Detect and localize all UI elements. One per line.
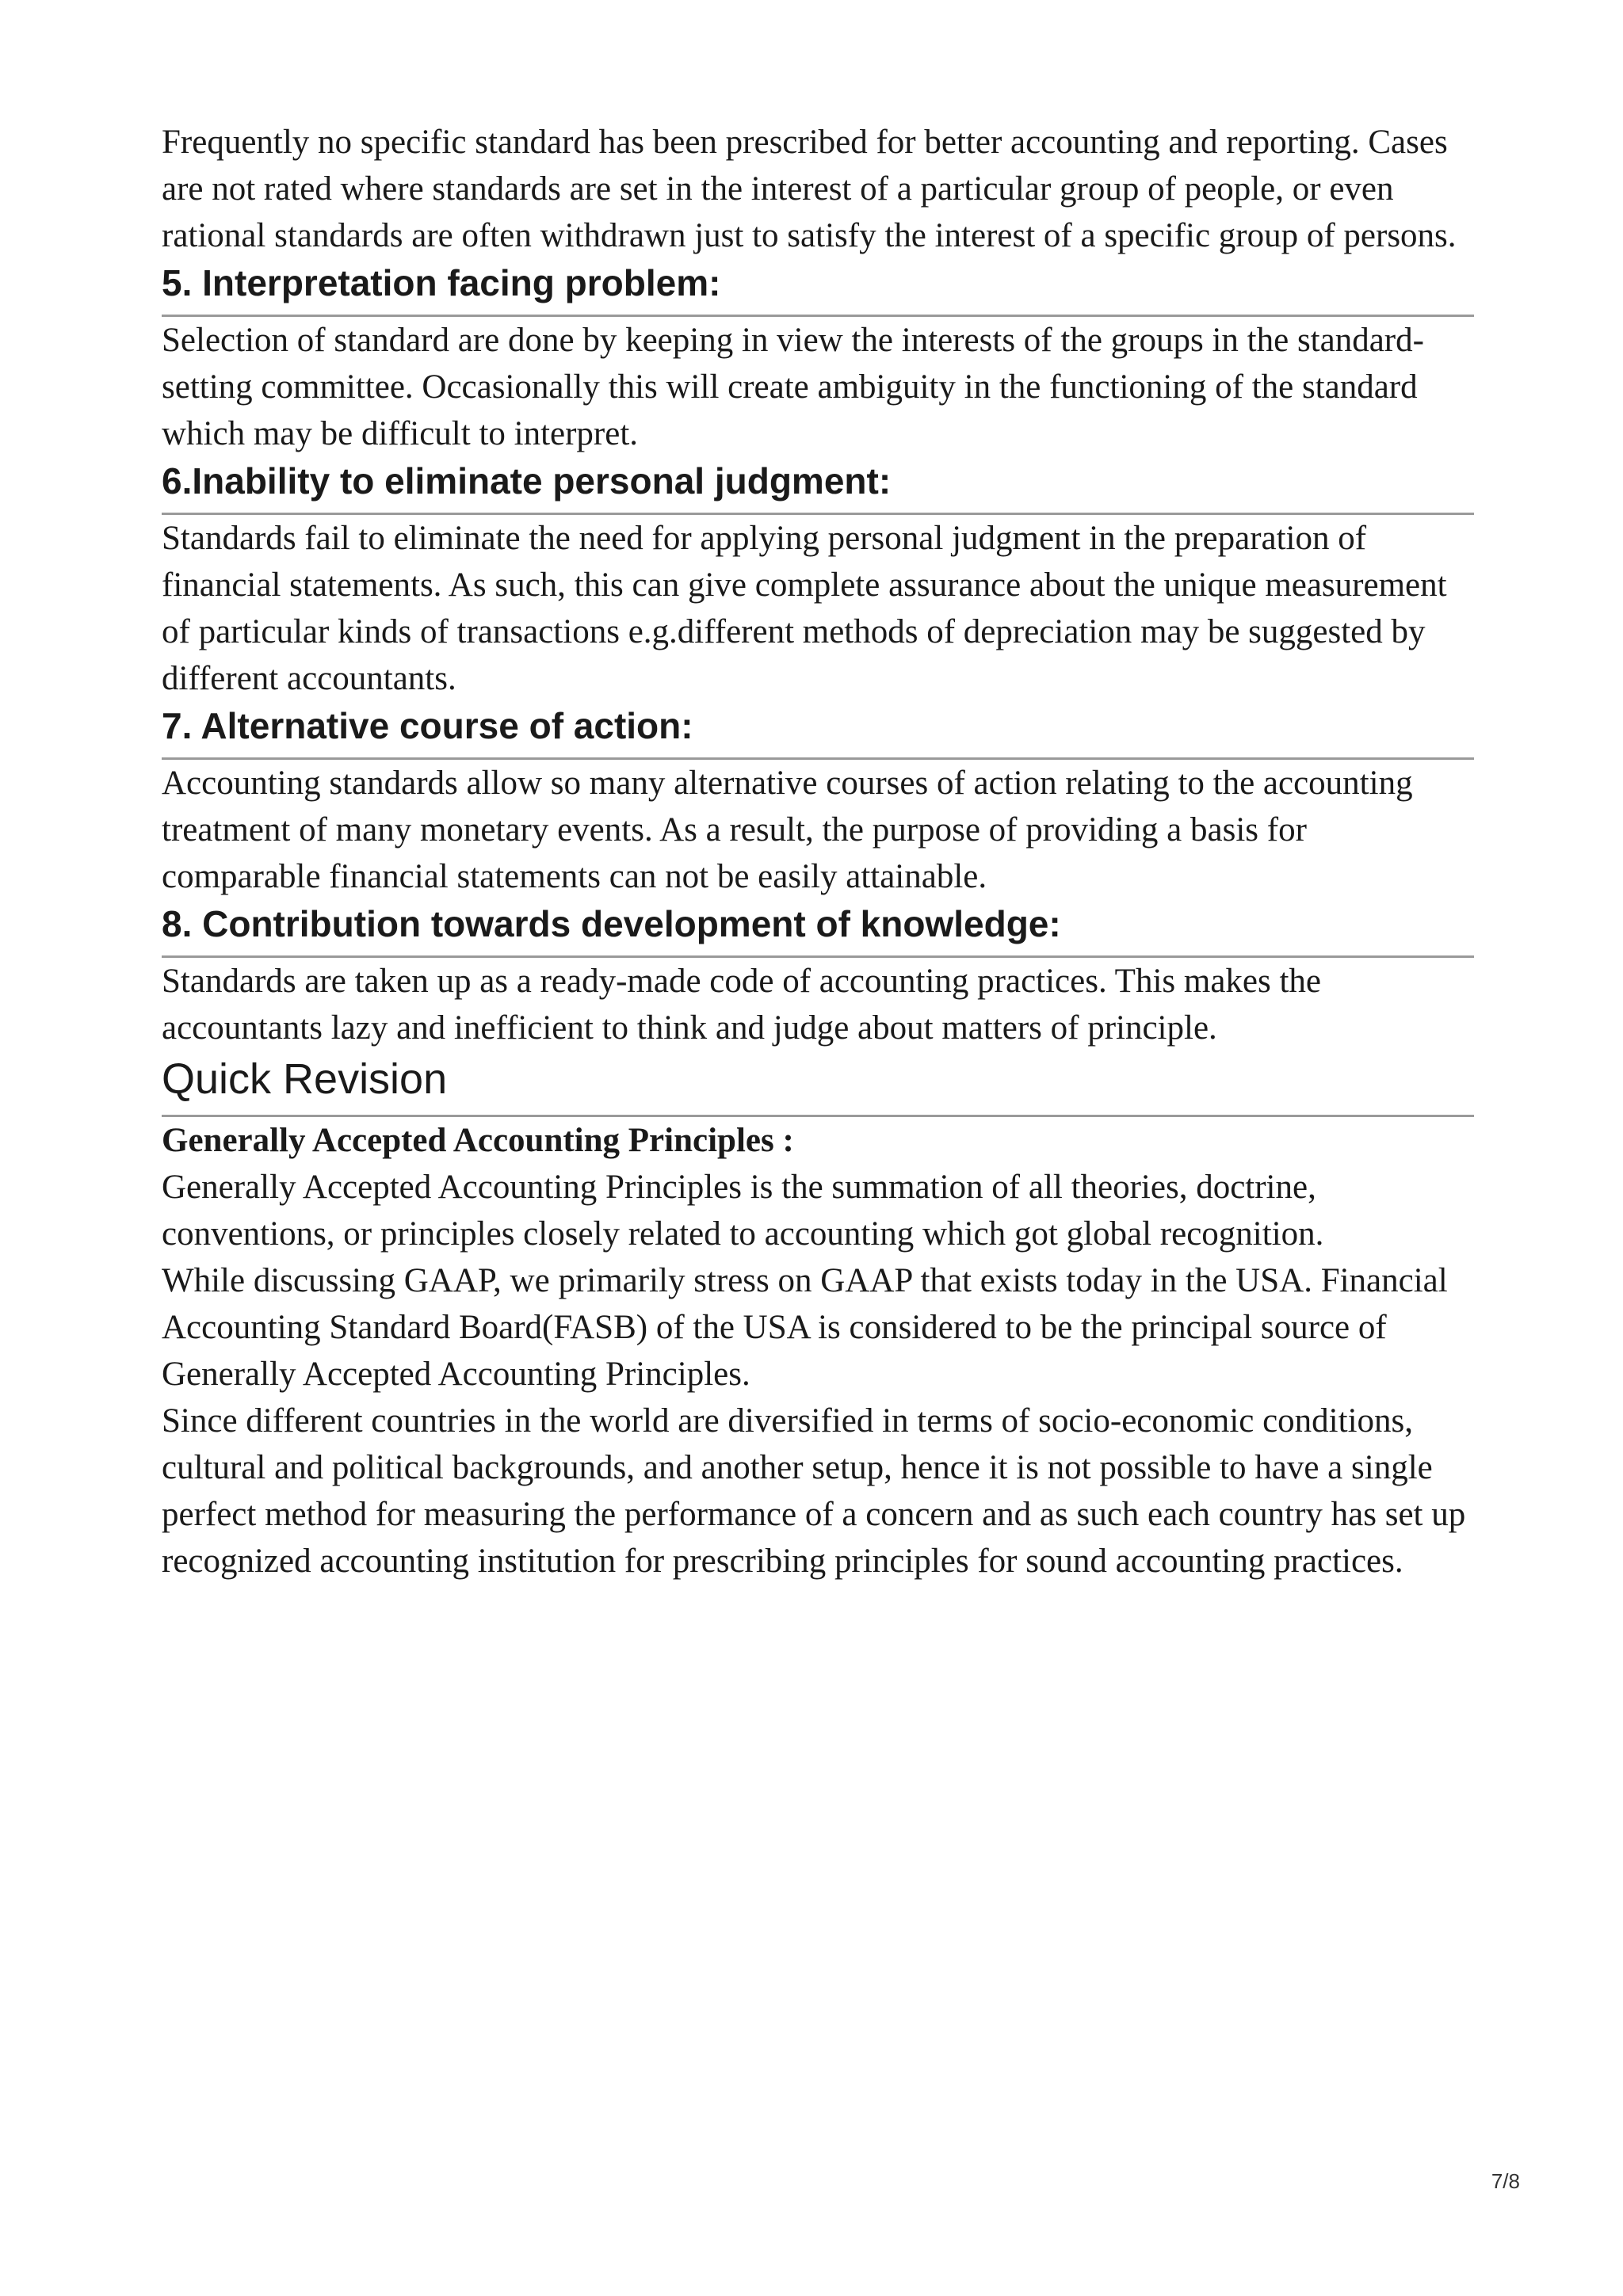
quick-revision-heading: Quick Revision <box>162 1051 1474 1117</box>
page-number: 7/8 <box>1491 2169 1520 2193</box>
section-heading-6: 6.Inability to eliminate personal judgment: <box>162 457 1474 515</box>
gaap-paragraph-1: Generally Accepted Accounting Principles is the summation of all theories, doctrine, conventions, or principles closely related to accounting which got global recognition. <box>162 1169 1324 1253</box>
section-heading-5: 5. Interpretation facing problem: <box>162 259 1474 317</box>
gaap-paragraph-2: While discussing GAAP, we primarily stress on GAAP that exists today in the USA. Financial Accounting Standard Board(FASB) of the USA is considered to be the principal source of Generally Accepted Accounting Principles. <box>162 1262 1448 1393</box>
section-text-7: Accounting standards allow so many alternative courses of action relating to the accounting treatment of many monetary events. As a result, the purpose of providing a basis for comparable financial statements can not be easily attainable. <box>162 765 1413 895</box>
section-text-5: Selection of standard are done by keeping in view the interests of the groups in the standard-setting committee. Occasionally this will create ambiguity in the functioning of the standard which may be difficult to interpret. <box>162 322 1424 452</box>
document-page <box>162 119 1474 1585</box>
gaap-paragraph-3: Since different countries in the world are diversified in terms of socio-economic conditions, cultural and political backgrounds, and another setup, hence it is not possible to have a single perfect method for measuring the performance of a concern and as such each country has set up recognized accounting institution for prescribing principles for sound accounting practices. <box>162 1402 1466 1580</box>
section-text-6: Standards fail to eliminate the need for applying personal judgment in the preparation of financial statements. As such, this can give complete assurance about the unique measurement of particular kinds of transactions e.g.different methods of depreciation may be suggested by different accountants. <box>162 520 1447 697</box>
section-heading-8: 8. Contribution towards development of knowledge: <box>162 900 1474 958</box>
gaap-subheading: Generally Accepted Accounting Principles : <box>162 1122 794 1159</box>
intro-paragraph: Frequently no specific standard has been prescribed for better accounting and reporting. Cases are not rated where standards are set in the interest of a particular group of people, or even rational standards are often withdrawn just to satisfy the interest of a specific group of persons. <box>162 124 1457 254</box>
section-heading-7: 7. Alternative course of action: <box>162 702 1474 760</box>
section-text-8: Standards are taken up as a ready-made code of accounting practices. This makes the accountants lazy and inefficient to think and judge about matters of principle. <box>162 963 1322 1047</box>
